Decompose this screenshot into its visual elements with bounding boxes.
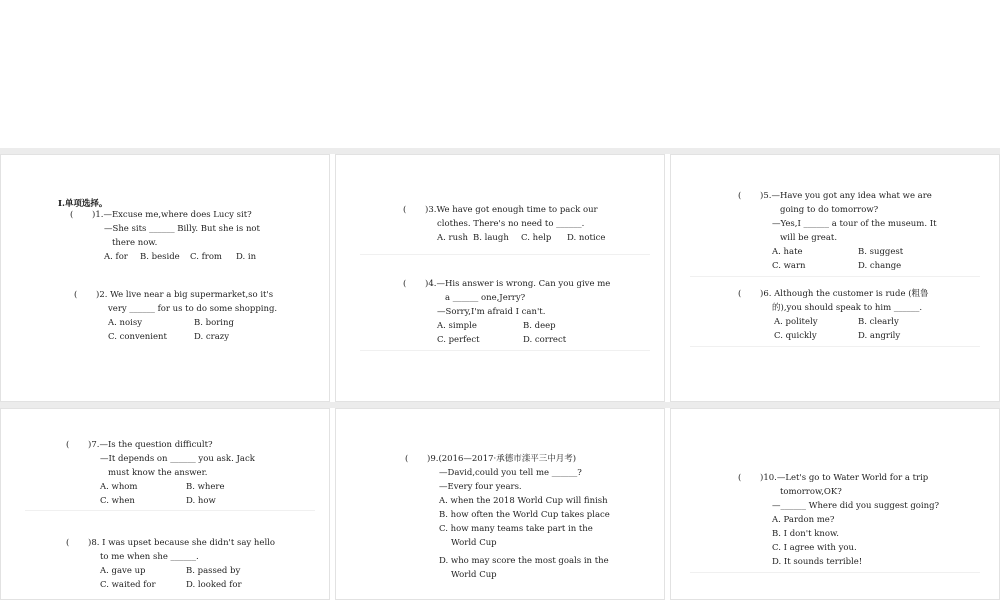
option-a: A. noisy — [108, 318, 143, 328]
option-a: A. simple — [437, 321, 477, 331]
option-c: C. help — [521, 233, 552, 243]
option-c: C. from — [190, 252, 222, 262]
question-3: ( )3.We have got enough time to pack our clothes. There's no need to ______. A. rush B. laugh C. help D. notice — [403, 205, 606, 243]
answer-paren[interactable]: ( — [66, 440, 70, 450]
divider-rule — [690, 572, 980, 573]
question-5: ( )5.—Have you got any idea what we are going to do tomorrow? —Yes,I ______ a tour of the museum. It will be great. A. hate B. suggest C. warn D. change — [738, 191, 937, 271]
option-c: C. quickly — [774, 331, 817, 341]
option-a: A. hate — [772, 247, 803, 257]
answer-paren[interactable]: ( — [738, 191, 742, 201]
divider-rule — [360, 254, 650, 255]
option-b: B. clearly — [858, 317, 899, 327]
option-d: D. correct — [523, 335, 567, 345]
answer-paren[interactable]: ( — [66, 538, 70, 548]
option-d: D. who may score the most goals in the — [439, 556, 609, 566]
option-d: D. how — [186, 496, 216, 506]
answer-paren[interactable]: ( — [738, 473, 742, 483]
option-b: B. how often the World Cup takes place — [439, 510, 610, 520]
option-c: C. I agree with you. — [772, 543, 857, 553]
answer-paren[interactable]: ( — [74, 290, 78, 300]
option-d: D. looked for — [186, 580, 242, 590]
option-b: B. boring — [194, 318, 234, 328]
option-d: D. angrily — [858, 331, 901, 341]
divider-rule — [360, 350, 650, 351]
option-a: A. rush — [437, 233, 468, 243]
option-a: A. gave up — [100, 566, 146, 576]
option-b: B. laugh — [473, 233, 509, 243]
option-d: D. crazy — [194, 332, 230, 342]
option-a: A. Pardon me? — [772, 515, 835, 525]
option-d: D. in — [236, 252, 257, 262]
question-1: ( )1.—Excuse me,where does Lucy sit? —She sits ______ Billy. But she is not there now. A. for B. beside C. from D. in — [70, 210, 260, 262]
option-c: C. how many teams take part in the — [439, 524, 593, 534]
option-a: A. whom — [100, 482, 138, 492]
option-d: D. change — [858, 261, 902, 271]
divider-rule — [690, 276, 980, 277]
option-b: B. suggest — [858, 247, 904, 257]
question-9: ( )9.(2016—2017·承德市滦平三中月考) —David,could you tell me ______? —Every four years. A. when the 2018 World Cup will finish B. how often the World Cup takes place C. how many teams take part in the World Cup D. who may score the most goals in the World Cup — [405, 452, 645, 582]
option-d: D. It sounds terrible! — [772, 557, 863, 567]
question-8: ( )8. I was upset because she didn't say hello to me when she ______. A. gave up B. passed by C. waited for D. looked for — [66, 538, 275, 590]
option-b: B. deep — [523, 321, 556, 331]
answer-paren[interactable]: ( — [738, 289, 742, 299]
option-b: B. where — [186, 482, 225, 492]
question-6: ( )6. Although the customer is rude (粗鲁 的),you should speak to him ______. A. politely B. clearly C. quickly D. angrily — [738, 289, 929, 341]
question-2: ( )2. We live near a big supermarket,so it's very ______ for us to do some shopping. A. noisy B. boring C. convenient D. crazy — [74, 290, 278, 342]
option-a: A. for — [104, 252, 128, 262]
question-10: ( )10.—Let's go to Water World for a trip tomorrow,OK? —______ Where did you suggest going? A. Pardon me? B. I don't know. C. I agree with you. D. It sounds terrible! — [738, 471, 978, 569]
question-7: ( )7.—Is the question difficult? —It depends on ______ you ask. Jack must know the answer. A. whom B. where C. when D. how — [66, 440, 255, 506]
slide-panel-1[interactable] — [0, 154, 330, 402]
option-c: C. warn — [772, 261, 806, 271]
option-c: C. waited for — [100, 580, 156, 590]
option-a: A. when the 2018 World Cup will finish — [439, 496, 608, 506]
question-source: (2016—2017·承德市滦平三中月考) — [438, 454, 577, 464]
answer-paren[interactable]: ( — [403, 205, 407, 215]
option-b: B. passed by — [186, 566, 241, 576]
answer-paren[interactable]: ( — [405, 454, 409, 464]
divider-rule — [25, 510, 315, 511]
option-b: B. beside — [140, 252, 180, 262]
option-c: C. perfect — [437, 335, 480, 345]
section-title: Ⅰ.单项选择。 — [58, 199, 108, 209]
option-c: C. when — [100, 496, 135, 506]
answer-paren[interactable]: ( — [403, 279, 407, 289]
option-c: C. convenient — [108, 332, 167, 342]
answer-paren[interactable]: ( — [70, 210, 74, 220]
option-a: A. politely — [774, 317, 818, 327]
question-4: ( )4.—His answer is wrong. Can you give me a ______ one,Jerry? —Sorry,I'm afraid I can't. A. simple B. deep C. perfect D. correct — [403, 279, 611, 345]
option-b: B. I don't know. — [772, 529, 839, 539]
option-d: D. notice — [567, 233, 606, 243]
divider-rule — [690, 346, 980, 347]
